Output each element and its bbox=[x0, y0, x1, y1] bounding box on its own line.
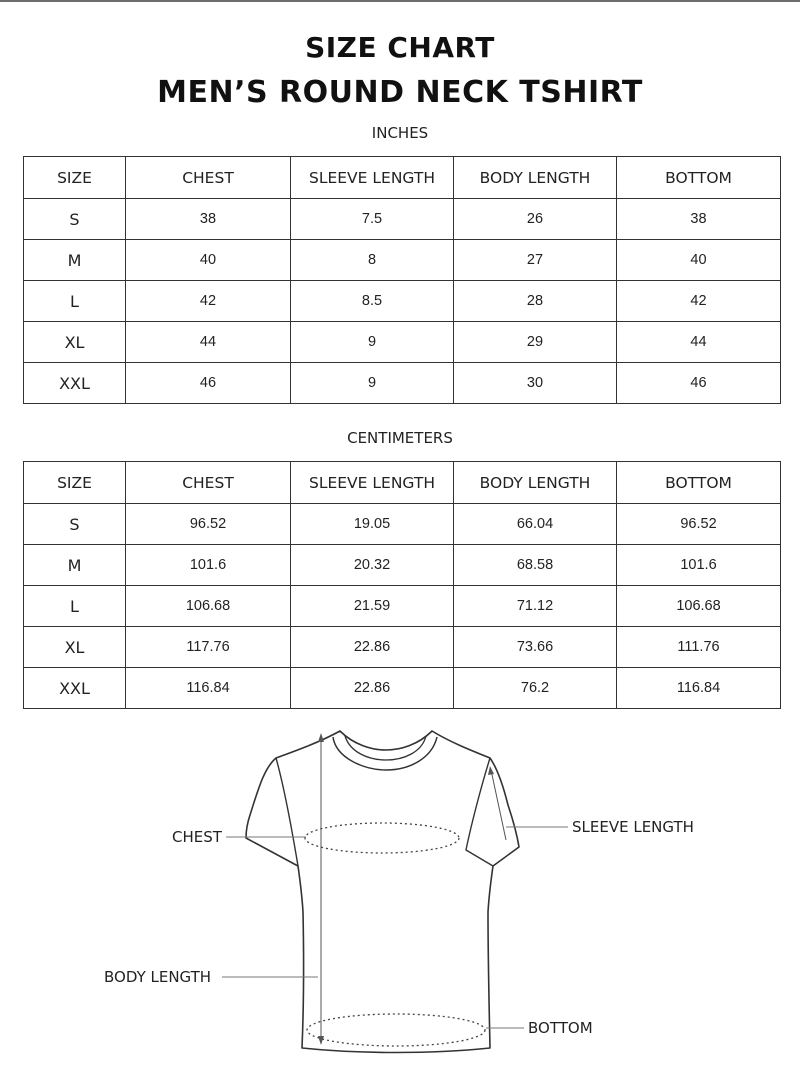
sleeve-length-cell: 9 bbox=[291, 322, 454, 363]
body-length-cell: 29 bbox=[454, 322, 617, 363]
table-row bbox=[24, 281, 781, 322]
centimeters-unit-label: CENTIMETERS bbox=[347, 429, 453, 447]
left-sleeve-seam bbox=[276, 758, 298, 866]
size-cell: M bbox=[24, 240, 126, 281]
column-header-sleeve-length: SLEEVE LENGTH bbox=[291, 157, 454, 199]
inches-unit-label: INCHES bbox=[371, 124, 429, 142]
body-length-cell: 30 bbox=[454, 363, 617, 404]
size-cell: XXL bbox=[24, 363, 126, 404]
body-length-cell: 73.66 bbox=[454, 627, 617, 668]
table-row bbox=[24, 240, 781, 281]
sleeve-length-cell: 22.86 bbox=[291, 627, 454, 668]
bottom-cell: 116.84 bbox=[617, 668, 781, 709]
chest-cell: 106.68 bbox=[126, 586, 291, 627]
column-header-body-length: BODY LENGTH bbox=[454, 462, 617, 504]
chest-cell: 42 bbox=[126, 281, 291, 322]
table-row bbox=[24, 586, 781, 627]
column-header-bottom: BOTTOM bbox=[617, 462, 781, 504]
bottom-cell: 111.76 bbox=[617, 627, 781, 668]
bottom-measure-ellipse bbox=[307, 1014, 485, 1046]
chest-measure-ellipse bbox=[305, 823, 459, 853]
body-length-label: BODY LENGTH bbox=[104, 968, 212, 986]
table-row bbox=[24, 627, 781, 668]
body-length-arrow-top bbox=[318, 733, 324, 742]
page-subtitle: MEN’S ROUND NECK TSHIRT bbox=[157, 75, 643, 110]
column-header-sleeve-length: SLEEVE LENGTH bbox=[291, 462, 454, 504]
size-cell: XL bbox=[24, 322, 126, 363]
bottom-cell: 96.52 bbox=[617, 504, 781, 545]
tshirt-collar-inner bbox=[345, 736, 426, 760]
chest-cell: 44 bbox=[126, 322, 291, 363]
body-length-cell: 28 bbox=[454, 281, 617, 322]
sleeve-length-cell: 20.32 bbox=[291, 545, 454, 586]
sleeve-length-cell: 8.5 bbox=[291, 281, 454, 322]
chest-cell: 116.84 bbox=[126, 668, 291, 709]
table-header-row bbox=[24, 157, 781, 199]
table-row bbox=[24, 363, 781, 404]
page-title: SIZE CHART bbox=[305, 31, 495, 64]
body-length-cell: 26 bbox=[454, 199, 617, 240]
tshirt-collar bbox=[333, 737, 437, 770]
sleeve-length-cell: 21.59 bbox=[291, 586, 454, 627]
size-cell: M bbox=[24, 545, 126, 586]
inches-size-table bbox=[23, 156, 781, 404]
size-cell: S bbox=[24, 504, 126, 545]
body-length-cell: 68.58 bbox=[454, 545, 617, 586]
table-row bbox=[24, 668, 781, 709]
sleeve-length-cell: 7.5 bbox=[291, 199, 454, 240]
sleeve-length-cell: 19.05 bbox=[291, 504, 454, 545]
tshirt-illustration bbox=[0, 720, 800, 1087]
top-divider bbox=[0, 0, 800, 2]
bottom-cell: 40 bbox=[617, 240, 781, 281]
body-length-cell: 66.04 bbox=[454, 504, 617, 545]
chest-cell: 101.6 bbox=[126, 545, 291, 586]
size-cell: XL bbox=[24, 627, 126, 668]
column-header-chest: CHEST bbox=[126, 462, 291, 504]
size-cell: L bbox=[24, 586, 126, 627]
bottom-label: BOTTOM bbox=[528, 1019, 593, 1037]
size-cell: L bbox=[24, 281, 126, 322]
sleeve-length-arrow-top bbox=[488, 766, 494, 775]
tshirt-outline bbox=[246, 731, 519, 1053]
chest-cell: 96.52 bbox=[126, 504, 291, 545]
table-row bbox=[24, 504, 781, 545]
table-row bbox=[24, 199, 781, 240]
sleeve-length-arrow-line bbox=[491, 770, 506, 840]
bottom-cell: 106.68 bbox=[617, 586, 781, 627]
tshirt-measurement-diagram bbox=[0, 720, 800, 1087]
bottom-cell: 42 bbox=[617, 281, 781, 322]
sleeve-length-cell: 9 bbox=[291, 363, 454, 404]
sleeve-length-label: SLEEVE LENGTH bbox=[572, 818, 694, 836]
column-header-bottom: BOTTOM bbox=[617, 157, 781, 199]
chest-cell: 46 bbox=[126, 363, 291, 404]
bottom-cell: 44 bbox=[617, 322, 781, 363]
bottom-cell: 38 bbox=[617, 199, 781, 240]
table-header-row bbox=[24, 462, 781, 504]
column-header-size: SIZE bbox=[24, 462, 126, 504]
size-cell: S bbox=[24, 199, 126, 240]
size-cell: XXL bbox=[24, 668, 126, 709]
sleeve-length-cell: 22.86 bbox=[291, 668, 454, 709]
bottom-cell: 101.6 bbox=[617, 545, 781, 586]
body-length-cell: 27 bbox=[454, 240, 617, 281]
centimeters-size-table bbox=[23, 461, 781, 709]
chest-cell: 38 bbox=[126, 199, 291, 240]
body-length-cell: 71.12 bbox=[454, 586, 617, 627]
chest-cell: 40 bbox=[126, 240, 291, 281]
column-header-body-length: BODY LENGTH bbox=[454, 157, 617, 199]
sleeve-length-cell: 8 bbox=[291, 240, 454, 281]
body-length-cell: 76.2 bbox=[454, 668, 617, 709]
chest-label: CHEST bbox=[172, 828, 222, 846]
table-row bbox=[24, 545, 781, 586]
column-header-chest: CHEST bbox=[126, 157, 291, 199]
table-row bbox=[24, 322, 781, 363]
column-header-size: SIZE bbox=[24, 157, 126, 199]
bottom-cell: 46 bbox=[617, 363, 781, 404]
chest-cell: 117.76 bbox=[126, 627, 291, 668]
